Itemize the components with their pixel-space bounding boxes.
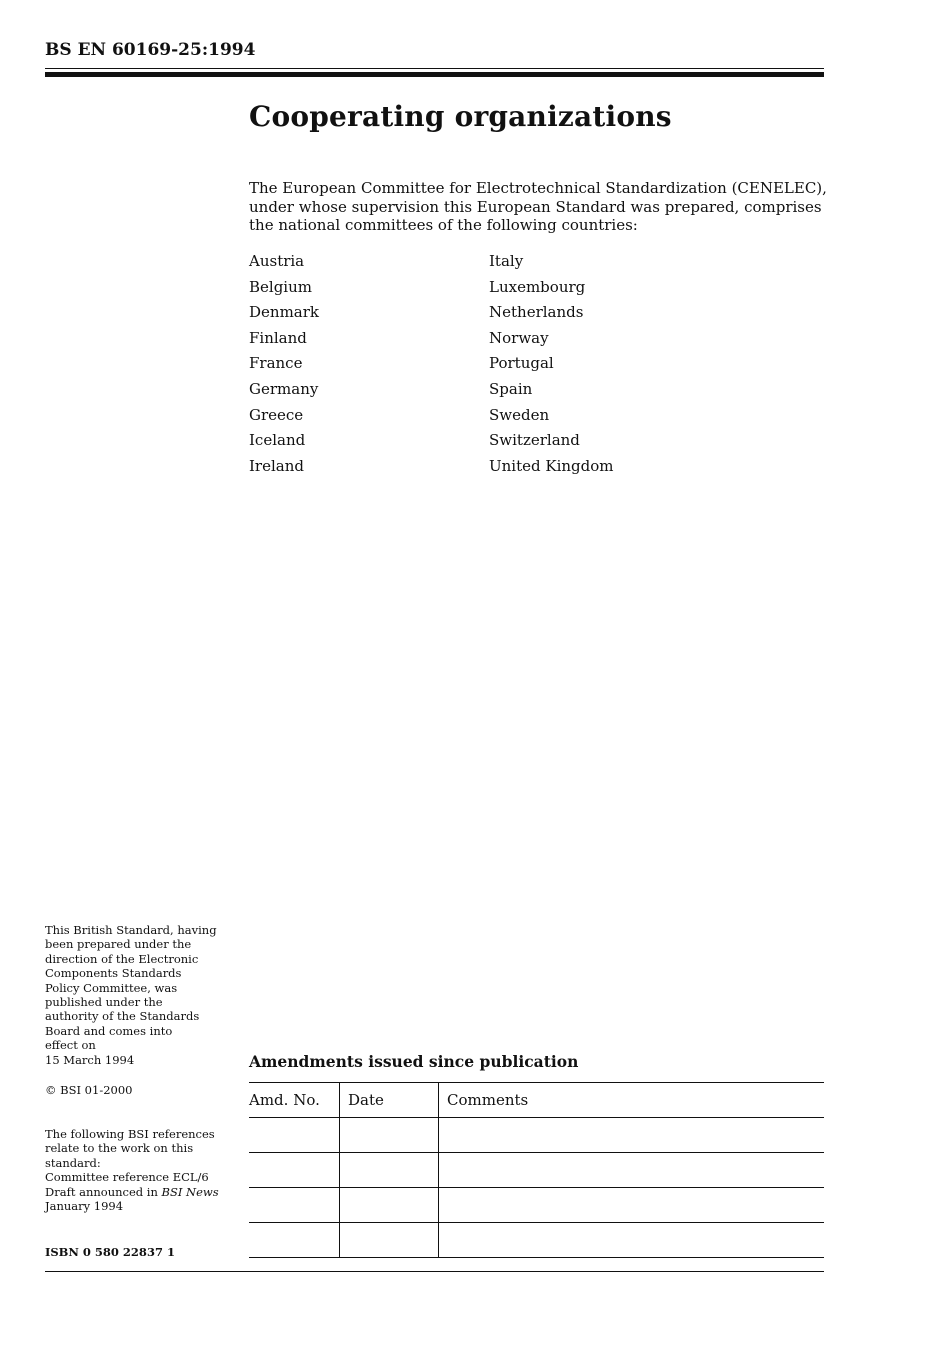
country-item: Germany (249, 379, 319, 398)
country-list-right (489, 251, 614, 481)
note-line: been prepared under the (45, 937, 192, 952)
note-line: effect on (45, 1038, 96, 1053)
table-cell (340, 1118, 439, 1153)
draft-date: January 1994 (45, 1199, 124, 1214)
publication-note (45, 923, 235, 1067)
draft-announcement (45, 1185, 235, 1199)
country-item: Denmark (249, 303, 319, 322)
table-cell (249, 1223, 340, 1258)
note-line: direction of the Electronic (45, 951, 199, 966)
country-item: Belgium (249, 277, 312, 296)
table-cell (439, 1223, 825, 1258)
country-item: Luxembourg (489, 277, 586, 296)
country-list-left (249, 251, 319, 481)
amendments-title: Amendments issued since publication (249, 1052, 579, 1071)
country-item: Netherlands (489, 303, 584, 322)
country-item: Finland (249, 328, 307, 347)
isbn: ISBN 0 580 22837 1 (45, 1245, 175, 1259)
ref-line: The following BSI references (45, 1127, 215, 1141)
intro-paragraph: The European Committee for Electrotechnical Standardization (CENELEC), under whose supervision this European Standard was prepared, comprises the national committees of the following countries: (249, 179, 827, 234)
ref-line: relate to the work on this (45, 1141, 194, 1156)
country-item: Sweden (489, 405, 550, 424)
table-cell (439, 1118, 825, 1153)
table-cell (340, 1223, 439, 1258)
page-title: Cooperating organizations (249, 100, 672, 133)
ref-line: standard: (45, 1155, 101, 1170)
col-header-amd-no: Amd. No. (249, 1083, 340, 1118)
footer-rule (45, 1271, 824, 1272)
country-item: Portugal (489, 354, 554, 373)
header-rule-thick (45, 72, 824, 77)
country-item: Ireland (249, 456, 304, 475)
note-line: published under the (45, 995, 163, 1010)
draft-prefix: Draft announced in (45, 1184, 162, 1199)
table-row (249, 1188, 824, 1223)
country-item: Norway (489, 328, 549, 347)
col-header-date: Date (340, 1083, 439, 1118)
table-cell (249, 1153, 340, 1188)
country-item: United Kingdom (489, 456, 614, 475)
country-item: Iceland (249, 431, 306, 450)
document-id: BS EN 60169-25:1994 (45, 40, 256, 60)
note-line: Policy Committee, was (45, 980, 178, 995)
amendments-table (249, 1082, 824, 1258)
effective-date: 15 March 1994 (45, 1052, 135, 1067)
country-item: France (249, 354, 303, 373)
table-row (249, 1153, 824, 1188)
table-cell (439, 1188, 825, 1223)
table-cell (249, 1118, 340, 1153)
table-row (249, 1223, 824, 1258)
note-line: Board and comes into (45, 1023, 173, 1038)
table-cell (340, 1153, 439, 1188)
country-item: Italy (489, 252, 524, 270)
country-item: Switzerland (489, 431, 580, 450)
col-header-comments: Comments (439, 1083, 825, 1118)
table-cell (439, 1153, 825, 1188)
bsi-references (45, 1127, 235, 1213)
country-item: Spain (489, 379, 533, 398)
bsi-news-title: BSI News (161, 1184, 219, 1199)
copyright-notice: © BSI 01-2000 (45, 1083, 133, 1097)
table-cell (340, 1188, 439, 1223)
country-item: Greece (249, 405, 304, 424)
note-line: Components Standards (45, 966, 182, 981)
note-line: This British Standard, having (45, 923, 217, 937)
committee-reference: Committee reference ECL/6 (45, 1170, 209, 1185)
table-header-row (249, 1083, 824, 1118)
note-line: authority of the Standards (45, 1009, 200, 1024)
country-item: Austria (249, 252, 305, 270)
table-row (249, 1118, 824, 1153)
table-cell (249, 1188, 340, 1223)
header-rule-thin (45, 68, 824, 69)
